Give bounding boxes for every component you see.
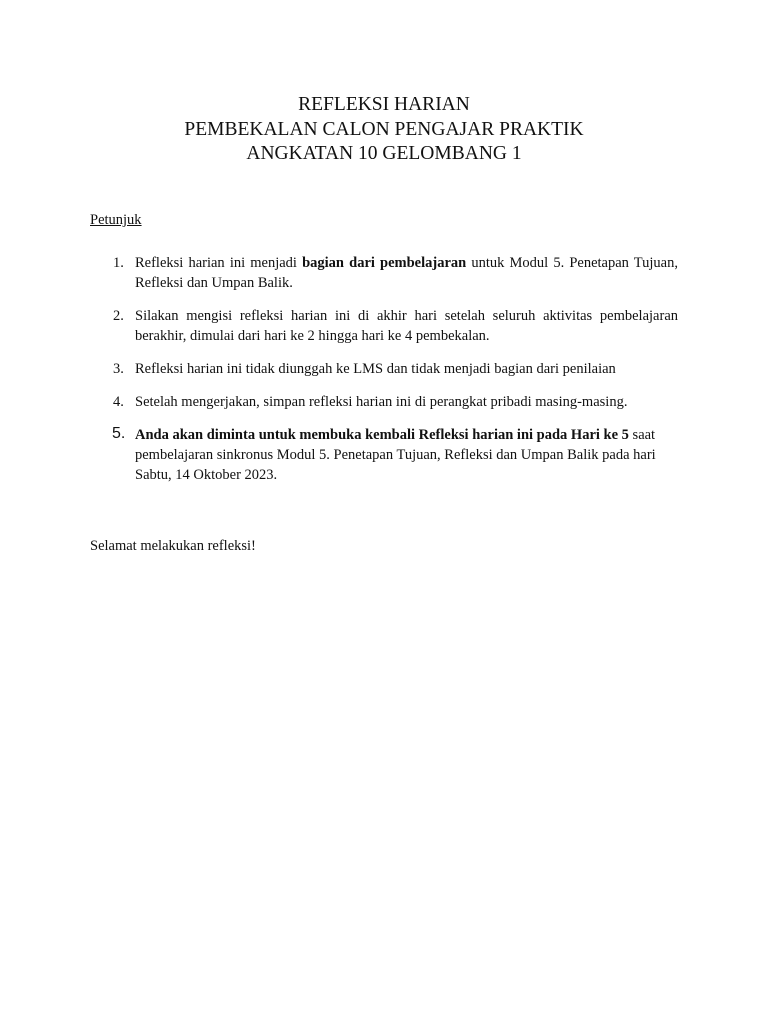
- title-line-2: PEMBEKALAN CALON PENGAJAR PRAKTIK: [184, 118, 584, 140]
- list-item: [90, 392, 678, 412]
- item-text-plain: untuk Modul 5. Penetapan Tujuan, Refleksi dan Umpan Balik.: [135, 255, 678, 291]
- item-text-bold: bagian dari pembelajaran: [302, 255, 467, 271]
- instructions-label: Petunjuk: [90, 212, 142, 228]
- item-number: 3.: [113, 361, 124, 377]
- list-item: [90, 306, 678, 346]
- list-item: [90, 253, 678, 293]
- title-line-3: ANGKATAN 10 GELOMBANG 1: [246, 143, 522, 164]
- item-text: Setelah mengerjakan, simpan refleksi harian ini di perangkat pribadi masing-masing.: [135, 394, 628, 410]
- item-number: 1.: [113, 255, 124, 271]
- item-text-plain: Refleksi harian ini menjadi: [135, 255, 303, 271]
- item-text: [135, 425, 678, 485]
- list-item: [90, 425, 678, 485]
- title-line-1: REFLEKSI HARIAN: [298, 94, 470, 115]
- item-number: 4.: [113, 394, 124, 410]
- item-number: 5.: [112, 425, 126, 442]
- item-number: 2.: [113, 308, 124, 324]
- instructions-list: [90, 253, 678, 498]
- item-text: Refleksi harian ini tidak diunggah ke LMS dan tidak menjadi bagian dari penilaian: [135, 361, 616, 377]
- item-text-plain: saat pembelajaran sinkronus Modul 5. Penetapan Tujuan, Refleksi dan Umpan Balik pada hari Sabtu, 14 Oktober 2023.: [135, 427, 656, 483]
- closing-text: Selamat melakukan refleksi!: [90, 538, 256, 554]
- item-text: Silakan mengisi refleksi harian ini di akhir hari setelah seluruh aktivitas pembelajaran berakhir, dimulai dari hari ke 2 hingga hari ke 4 pembekalan.: [135, 308, 678, 344]
- item-text: [135, 253, 678, 293]
- item-text-bold: Anda akan diminta untuk membuka kembali Refleksi harian ini pada Hari ke 5: [135, 427, 629, 443]
- list-item: [90, 359, 678, 379]
- document-title: [0, 93, 768, 167]
